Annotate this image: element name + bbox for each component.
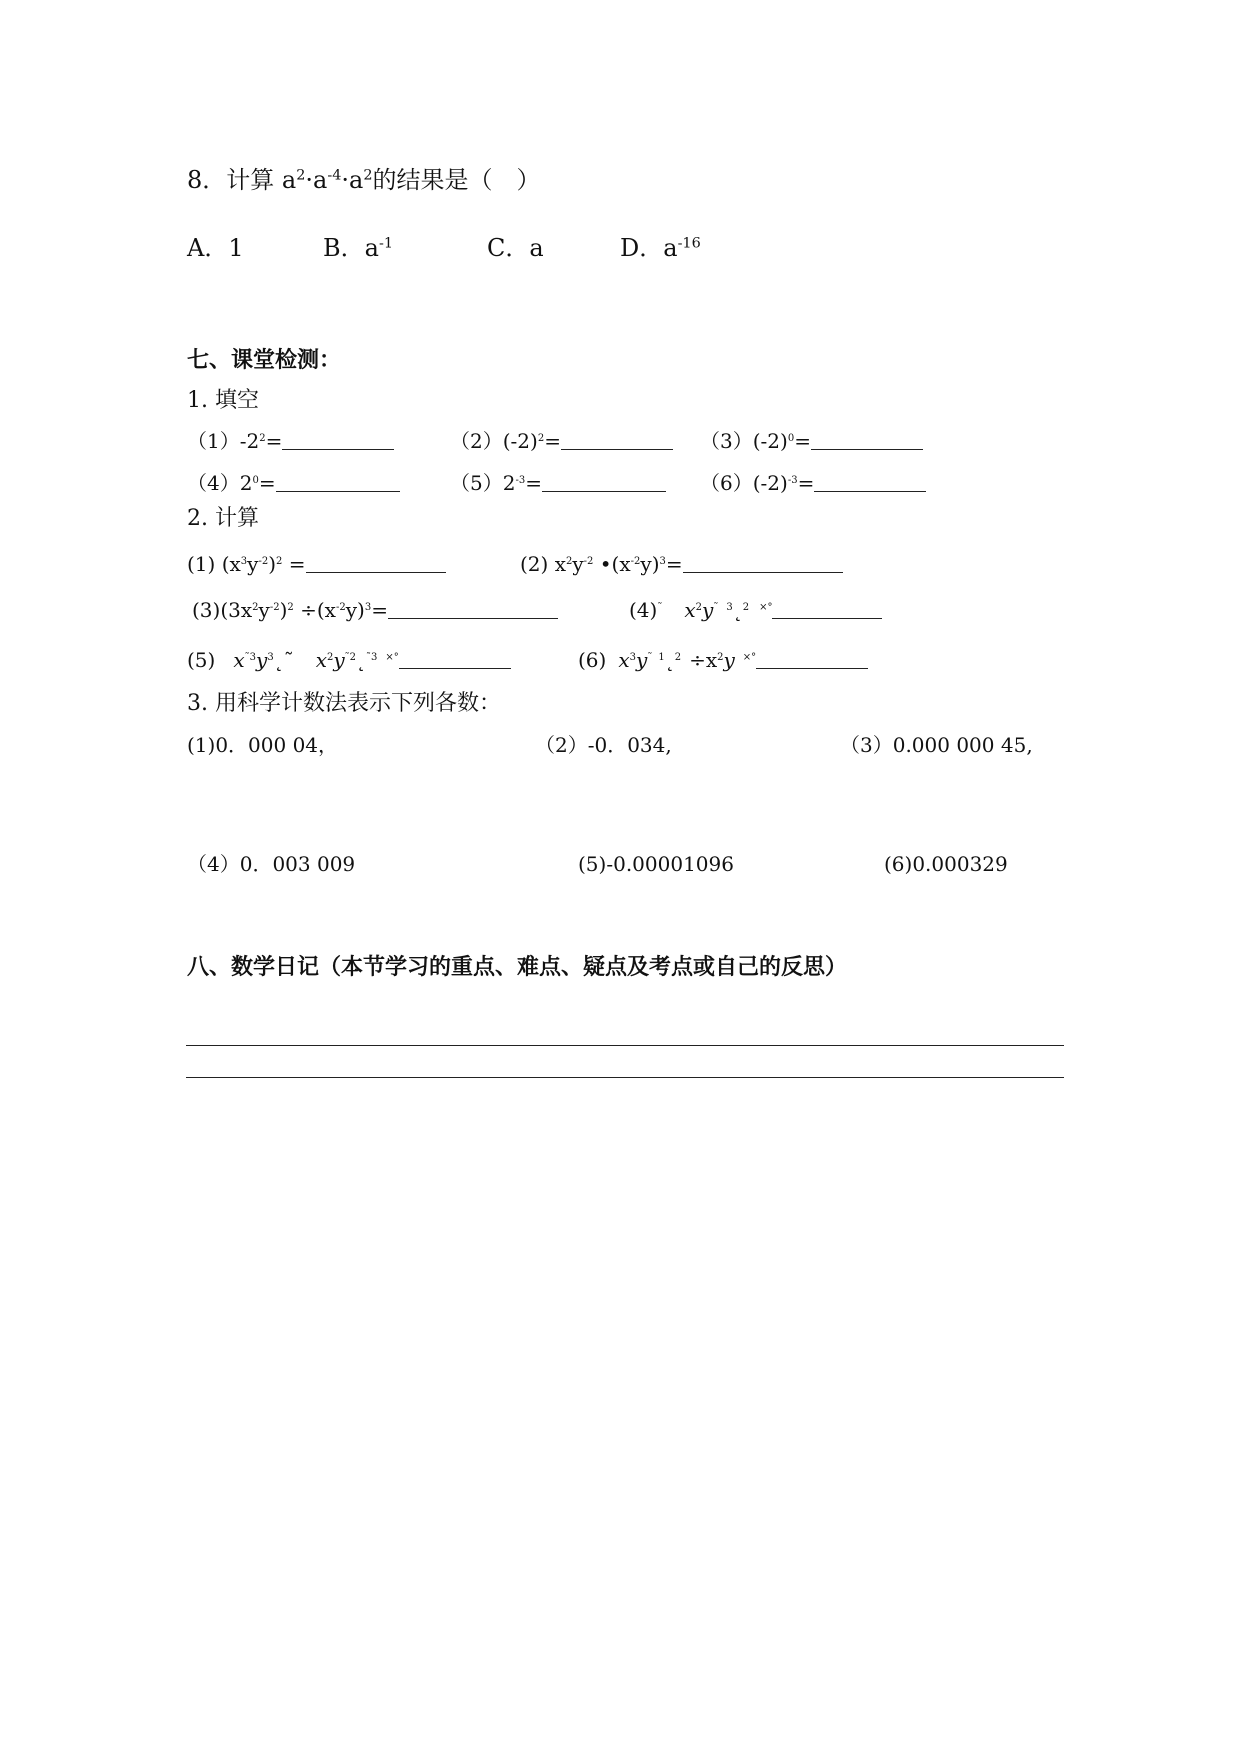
answer-blank[interactable] bbox=[399, 668, 511, 669]
calc-item-6: (6) $x^3y^˜$ $^1$˛$^2$ $\div x^2y$ ×° bbox=[578, 650, 868, 670]
fill-item-5: $(5)2^{-3}=$ bbox=[450, 473, 666, 493]
sci-item-5: (5)-0.00001096 bbox=[578, 852, 734, 876]
answer-blank[interactable] bbox=[561, 449, 673, 450]
q8-option-a: A．1 bbox=[187, 234, 244, 262]
section-8-title: 八、数学日记（本节学习的重点、难点、疑点及考点或自己的反思） bbox=[187, 955, 848, 980]
question-8: 8．计算 $a^2\cdot a^{-4}\cdot a^2$的结果是（ ） bbox=[187, 166, 541, 194]
fill-item-3: $(3)(-2)^0=$ bbox=[700, 431, 923, 451]
fill-item-1: $(1)-2^2=$ bbox=[187, 431, 394, 451]
calc-item-4: (4)˜ $x^2y^˜$ $^3$˛$^2$ ×° bbox=[629, 600, 882, 620]
q8-option-d: D．$a^{-16}$ bbox=[620, 234, 701, 262]
sci-item-6: (6)0.000329 bbox=[884, 852, 1008, 876]
part1-heading: 1. 填空 bbox=[187, 388, 259, 413]
calc-item-5: (5) $x^{˜3}y^3˛˜$ $x^2y^{˜2}˛^{˜3}$ ×° bbox=[187, 650, 511, 670]
fill-item-4: $(4)2^0=$ bbox=[187, 473, 400, 493]
answer-blank[interactable] bbox=[282, 449, 394, 450]
diary-line-1[interactable] bbox=[186, 1045, 1064, 1046]
q8-option-c: C．a bbox=[487, 234, 544, 262]
part2-heading: 2. 计算 bbox=[187, 506, 259, 531]
q8-prefix: 8．计算 bbox=[187, 166, 282, 194]
answer-blank[interactable] bbox=[276, 491, 400, 492]
sci-item-1: (1)0．000 04， bbox=[187, 733, 339, 757]
fill-item-2: $(2)(-2)^2=$ bbox=[450, 431, 673, 451]
answer-blank[interactable] bbox=[542, 491, 666, 492]
answer-blank[interactable] bbox=[814, 491, 926, 492]
answer-blank[interactable] bbox=[756, 668, 868, 669]
answer-blank[interactable] bbox=[388, 618, 558, 619]
sci-item-2: （2）-0．034, bbox=[535, 733, 672, 757]
answer-blank[interactable] bbox=[772, 618, 882, 619]
calc-item-3: $(3)(3x^2y^{-2})^2 \div(x^{-2}y)^3=$ bbox=[192, 600, 558, 620]
answer-blank[interactable] bbox=[811, 449, 923, 450]
part3-heading: 3. 用科学计数法表示下列各数： bbox=[187, 691, 501, 716]
answer-blank[interactable] bbox=[306, 572, 446, 573]
sci-item-4: （4）0．003 009 bbox=[187, 852, 356, 876]
q8-option-b: B．$a^{-1}$ bbox=[323, 234, 393, 262]
fill-item-6: $(6)(-2)^{-3}=$ bbox=[700, 473, 926, 493]
sci-item-3: （3）0.000 000 45, bbox=[840, 733, 1033, 757]
answer-blank[interactable] bbox=[683, 572, 843, 573]
calc-item-1: (1) $(x^3y^{-2})^2$ = bbox=[187, 554, 446, 574]
diary-line-2[interactable] bbox=[186, 1077, 1064, 1078]
q8-suffix: 的结果是（ ） bbox=[372, 166, 541, 194]
section-7-title: 七、课堂检测： bbox=[187, 348, 342, 373]
calc-item-2: (2) $x^2y^{-2}$ $•(x^{-2}y)^3=$ bbox=[520, 554, 843, 574]
